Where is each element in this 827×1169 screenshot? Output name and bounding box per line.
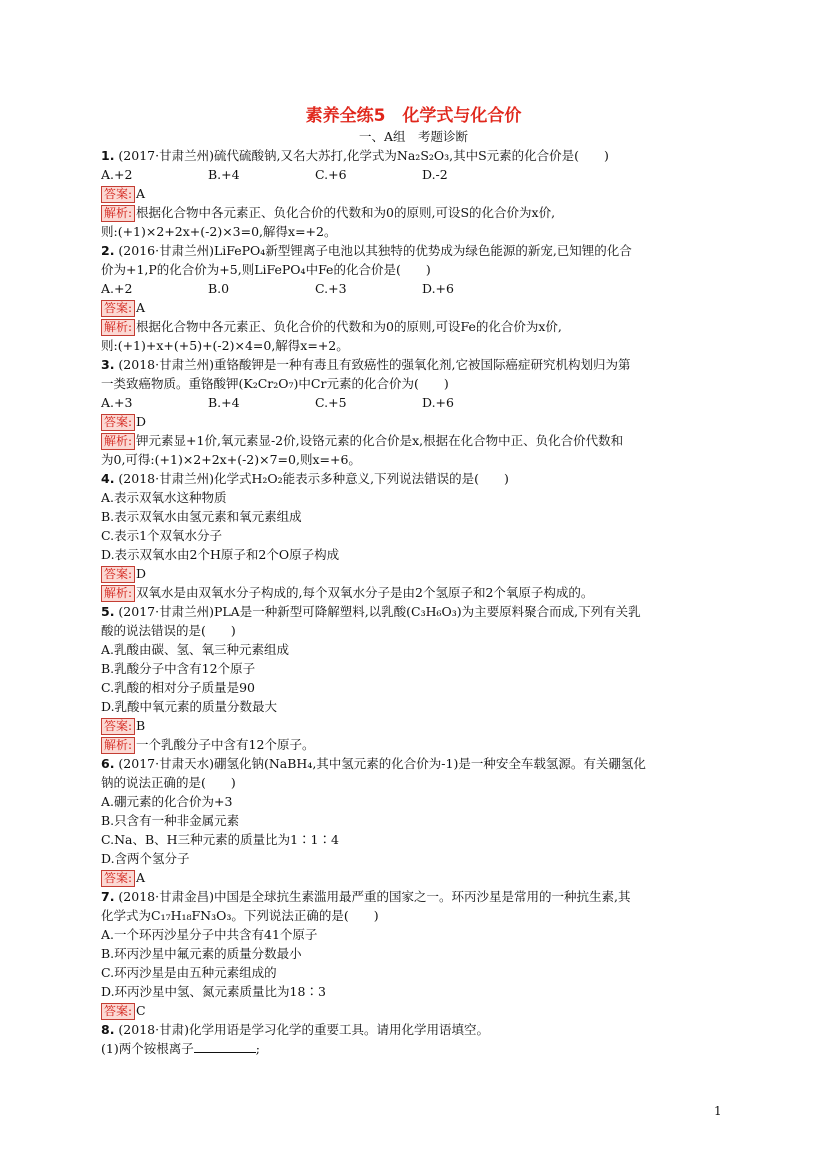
answer-value: B <box>136 718 146 733</box>
answer-value: D <box>136 566 147 581</box>
answer-value: A <box>136 186 146 201</box>
question-5 <box>101 602 727 754</box>
question-stem: (2018·甘肃)化学用语是学习化学的重要工具。请用化学用语填空。 <box>114 1022 489 1037</box>
question-number: 2. <box>101 243 115 258</box>
analysis-text: 则:(+1)+x+(+5)+(-2)×4=0,解得x=+2。 <box>101 338 349 353</box>
analysis-text: 则:(+1)×2+2x+(-2)×3=0,解得x=+2。 <box>101 224 337 239</box>
analysis-line <box>101 735 727 754</box>
analysis-line <box>101 431 727 450</box>
option-d: D.+6 <box>422 395 454 410</box>
option-d: D.乳酸中氧元素的质量分数最大 <box>101 699 278 714</box>
option-c: C.表示1个双氧水分子 <box>101 528 223 543</box>
analysis-tag: 解析: <box>101 319 135 336</box>
analysis-text: 双氧水是由双氧水分子构成的,每个双氧水分子是由2个氢原子和2个氧原子构成的。 <box>136 585 594 600</box>
option-d: D.-2 <box>422 167 448 182</box>
answer-line <box>101 868 727 887</box>
analysis-line <box>101 203 727 222</box>
analysis-text: 为0,可得:(+1)×2+2x+(-2)×7=0,则x=+6。 <box>101 452 361 467</box>
question-stem: (2017·甘肃兰州)硫代硫酸钠,又名大苏打,化学式为Na₂S₂O₃,其中S元素的化合价是( ) <box>114 148 609 163</box>
question-stem: 价为+1,P的化合价为+5,则LiFePO₄中Fe的化合价是( ) <box>101 262 431 277</box>
answer-tag: 答案: <box>101 870 135 887</box>
question-4 <box>101 469 727 602</box>
answer-line <box>101 412 727 431</box>
analysis-text: 根据化合物中各元素正、负化合价的代数和为0的原则,可设Fe的化合价为x价, <box>136 319 562 334</box>
option-d: D.环丙沙星中氢、氮元素质量比为18∶3 <box>101 984 326 999</box>
question-list <box>101 146 727 1058</box>
question-stem: 一类致癌物质。重铬酸钾(K₂Cr₂O₇)中Cr元素的化合价为( ) <box>101 376 449 391</box>
option-a: A.乳酸由碳、氢、氧三种元素组成 <box>101 642 290 657</box>
question-stem: 化学式为C₁₇H₁₈FN₃O₃。下列说法正确的是( ) <box>101 908 379 923</box>
question-6 <box>101 754 727 887</box>
fill-line <box>101 1039 727 1058</box>
question-stem: 钠的说法正确的是( ) <box>101 775 236 790</box>
page-number: 1 <box>714 1104 722 1118</box>
option-c: C.Na、B、H三种元素的质量比为1∶1∶4 <box>101 832 339 847</box>
question-number: 4. <box>101 471 115 486</box>
answer-tag: 答案: <box>101 186 135 203</box>
analysis-tag: 解析: <box>101 737 135 754</box>
analysis-line <box>101 336 727 355</box>
answer-value: A <box>136 870 146 885</box>
answer-line <box>101 564 727 583</box>
option-c: C.+6 <box>315 167 347 182</box>
option-c: C.+5 <box>315 395 347 410</box>
analysis-text: 钾元素显+1价,氧元素显-2价,设铬元素的化合价是x,根据在化合物中正、负化合价代数和 <box>136 433 624 448</box>
answer-line <box>101 1001 727 1020</box>
question-stem: (2018·甘肃兰州)重铬酸钾是一种有毒且有致癌性的强氧化剂,它被国际癌症研究机构划归为第 <box>114 357 631 372</box>
answer-tag: 答案: <box>101 1003 135 1020</box>
question-number: 7. <box>101 889 115 904</box>
answer-tag: 答案: <box>101 566 135 583</box>
question-stem: 酸的说法错误的是( ) <box>101 623 236 638</box>
question-3 <box>101 355 727 469</box>
answer-line <box>101 184 727 203</box>
answer-tag: 答案: <box>101 300 135 317</box>
answer-blank[interactable] <box>194 1040 256 1053</box>
option-b: B.表示双氧水由氢元素和氧元素组成 <box>101 509 302 524</box>
analysis-line <box>101 583 727 602</box>
question-stem: (2017·甘肃兰州)PLA是一种新型可降解塑料,以乳酸(C₃H₆O₃)为主要原料聚合而成,下列有关乳 <box>114 604 641 619</box>
option-row <box>101 393 727 412</box>
option-b: B.+4 <box>208 167 240 182</box>
question-number: 3. <box>101 357 115 372</box>
section-subtitle: 一、A组 考题诊断 <box>358 129 469 144</box>
option-d: D.含两个氢分子 <box>101 851 190 866</box>
option-b: B.乳酸分子中含有12个原子 <box>101 661 256 676</box>
option-b: B.+4 <box>208 395 240 410</box>
question-stem: (2017·甘肃天水)硼氢化钠(NaBH₄,其中氢元素的化合价为-1)是一种安全车载氢源。有关硼氢化 <box>114 756 646 771</box>
option-a: A.一个环丙沙星分子中共含有41个原子 <box>101 927 318 942</box>
answer-value: A <box>136 300 146 315</box>
answer-tag: 答案: <box>101 414 135 431</box>
fill-suffix: ; <box>255 1041 260 1056</box>
analysis-line <box>101 222 727 241</box>
option-a: A.+2 <box>101 167 133 182</box>
analysis-tag: 解析: <box>101 433 135 450</box>
question-stem: (2016·甘肃兰州)LiFePO₄新型锂离子电池以其独特的优势成为绿色能源的新宠,已知锂的化合 <box>114 243 632 258</box>
page-title: 素养全练5 化学式与化合价 <box>305 106 522 126</box>
analysis-tag: 解析: <box>101 585 135 602</box>
option-c: C.+3 <box>315 281 347 296</box>
analysis-text: 一个乳酸分子中含有12个原子。 <box>136 737 315 752</box>
option-a: A.表示双氧水这种物质 <box>101 490 227 505</box>
question-stem: (2018·甘肃兰州)化学式H₂O₂能表示多种意义,下列说法错误的是( ) <box>114 471 509 486</box>
question-8 <box>101 1020 727 1058</box>
question-number: 1. <box>101 148 115 163</box>
option-c: C.环丙沙星是由五种元素组成的 <box>101 965 277 980</box>
answer-value: C <box>136 1003 146 1018</box>
analysis-text: 根据化合物中各元素正、负化合价的代数和为0的原则,可设S的化合价为x价, <box>136 205 556 220</box>
answer-tag: 答案: <box>101 718 135 735</box>
question-2 <box>101 241 727 355</box>
option-c: C.乳酸的相对分子质量是90 <box>101 680 255 695</box>
option-b: B.0 <box>208 281 230 296</box>
fill-prefix: (1)两个铵根离子 <box>101 1041 194 1056</box>
option-b: B.只含有一种非金属元素 <box>101 813 240 828</box>
option-d: D.+6 <box>422 281 454 296</box>
question-number: 5. <box>101 604 115 619</box>
option-row <box>101 279 727 298</box>
analysis-tag: 解析: <box>101 205 135 222</box>
option-d: D.表示双氧水由2个H原子和2个O原子构成 <box>101 547 340 562</box>
question-7 <box>101 887 727 1020</box>
option-row <box>101 165 727 184</box>
question-number: 6. <box>101 756 115 771</box>
analysis-line <box>101 450 727 469</box>
option-a: A.硼元素的化合价为+3 <box>101 794 233 809</box>
question-stem: (2018·甘肃金昌)中国是全球抗生素滥用最严重的国家之一。环丙沙星是常用的一种抗生素,其 <box>114 889 631 904</box>
answer-line <box>101 298 727 317</box>
answer-value: D <box>136 414 147 429</box>
option-b: B.环丙沙星中氟元素的质量分数最小 <box>101 946 302 961</box>
analysis-line <box>101 317 727 336</box>
option-a: A.+3 <box>101 395 133 410</box>
option-a: A.+2 <box>101 281 133 296</box>
question-1 <box>101 146 727 241</box>
question-number: 8. <box>101 1022 115 1037</box>
answer-line <box>101 716 727 735</box>
